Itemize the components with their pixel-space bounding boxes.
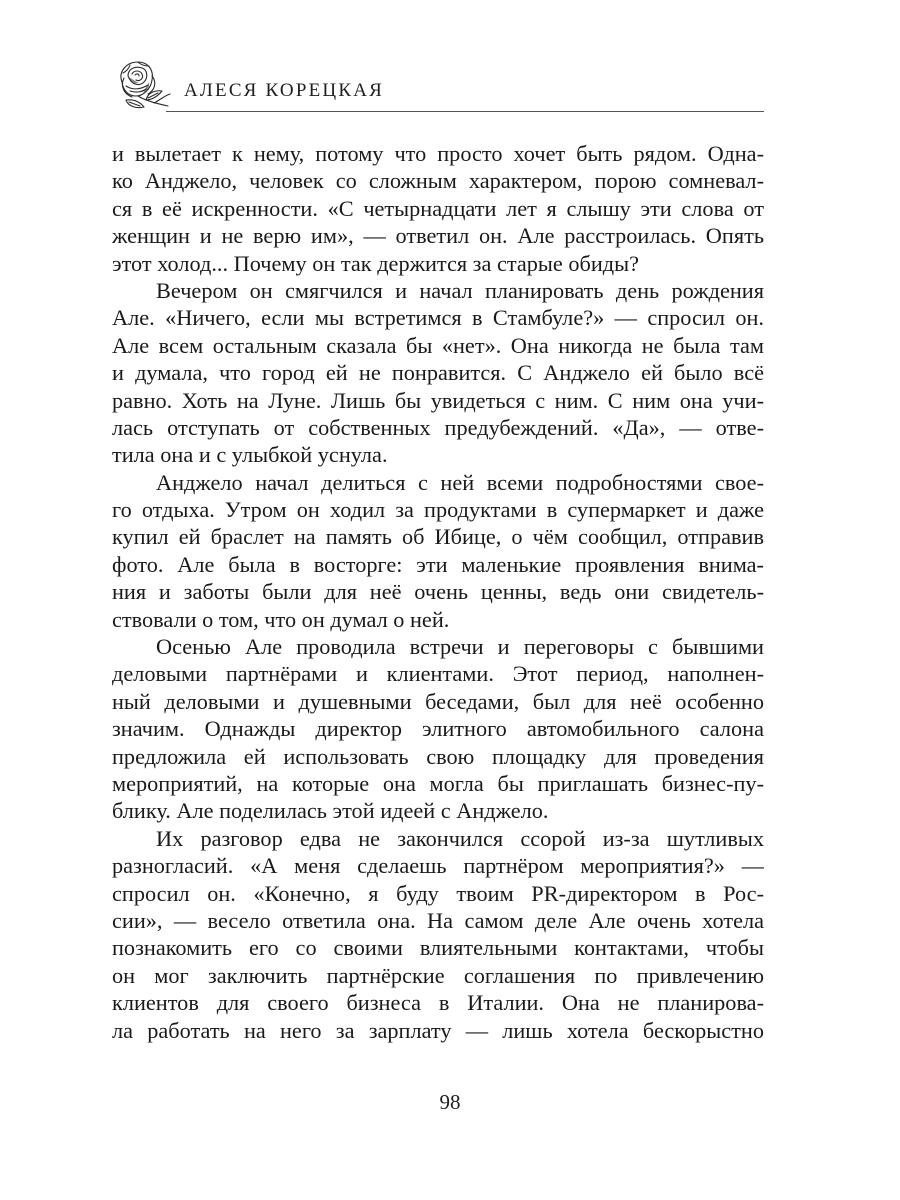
text-line: равно. Хоть на Луне. Лишь бы увидеться с ним. С ним она учи- [112, 387, 764, 413]
text-line: Их разговор едва не закончился ссорой из-за шутливых [156, 825, 764, 851]
text-line: ствовали о том, что он думал о ней. [112, 606, 450, 632]
text-line: женщин и не верю им», — ответил он. Але расстроилась. Опять [112, 223, 764, 249]
running-header [108, 56, 764, 114]
text-line: блику. Але поделилась этой идеей с Анджело. [112, 798, 549, 824]
text-line: тила она и с улыбкой уснула. [112, 442, 388, 468]
body-text [112, 140, 764, 1044]
text-line: деловыми партнёрами и клиентами. Этот период, наполнен- [112, 661, 764, 687]
text-line: Осенью Але проводила встречи и переговоры с бывшими [156, 634, 764, 660]
rose-icon [108, 56, 174, 112]
text-line: фото. Але была в восторге: эти маленькие проявления внима- [112, 551, 764, 577]
text-line: спросил он. «Конечно, я буду твоим PR-директором в Рос- [112, 880, 764, 906]
paragraph [112, 825, 764, 1044]
text-line: сии», — весело ответила она. На самом деле Але очень хотела [112, 907, 764, 933]
text-line: лась отступать от собственных предубеждений. «Да», — отве- [112, 414, 764, 440]
text-line: купил ей браслет на память об Ибице, о чём сообщил, отправив [112, 524, 764, 550]
text-line: ный деловыми и душевными беседами, был для неё особенно [112, 688, 764, 714]
paragraph [112, 633, 764, 825]
text-line: клиентов для своего бизнеса в Италии. Она не планирова- [112, 990, 764, 1016]
paragraph [112, 140, 764, 277]
paragraph [112, 469, 764, 633]
text-line: ся в её искренности. «С четырнадцати лет я слышу эти слова от [112, 195, 764, 221]
header-rule [166, 111, 764, 112]
text-line: этот холод... Почему он так держится за старые обиды? [112, 250, 640, 276]
text-line: мероприятий, на которые она могла бы приглашать бизнес-пу- [112, 770, 764, 796]
text-line: Вечером он смягчился и начал планировать день рождения [156, 277, 764, 303]
text-line: ко Анджело, человек со сложным характером, порою сомневал- [112, 168, 764, 194]
paragraph [112, 277, 764, 469]
text-line: и вылетает к нему, потому что просто хочет быть рядом. Одна- [112, 141, 764, 166]
text-line: Але. «Ничего, если мы встретимся в Стамбуле?» — спросил он. [112, 305, 764, 331]
text-line: он мог заключить партнёрские соглашения по привлечению [112, 962, 764, 988]
text-line: ния и заботы были для неё очень ценны, ведь они свидетель- [112, 579, 764, 605]
text-line: Анджело начал делиться с ней всеми подробностями свое- [156, 469, 764, 495]
text-line: разногласий. «А меня сделаешь партнёром мероприятия?» — [112, 853, 764, 879]
text-line: ла работать на него за зарплату — лишь хотела бескорыстно [112, 1017, 764, 1043]
text-line: предложила ей использовать свою площадку для проведения [112, 743, 764, 769]
text-line: го отдыха. Утром он ходил за продуктами в супермаркет и даже [112, 497, 764, 523]
page-number: 98 [439, 1090, 461, 1114]
text-line: и думала, что город ей не понравится. С Анджело ей было всё [112, 360, 764, 386]
text-line: значим. Однажды директор элитного автомобильного салона [112, 716, 764, 742]
author-name: АЛЕСЯ КОРЕЦКАЯ [184, 80, 384, 101]
text-line: Але всем остальным сказала бы «нет». Она никогда не была там [112, 332, 764, 358]
text-line: познакомить его со своими влиятельными контактами, чтобы [112, 935, 764, 961]
